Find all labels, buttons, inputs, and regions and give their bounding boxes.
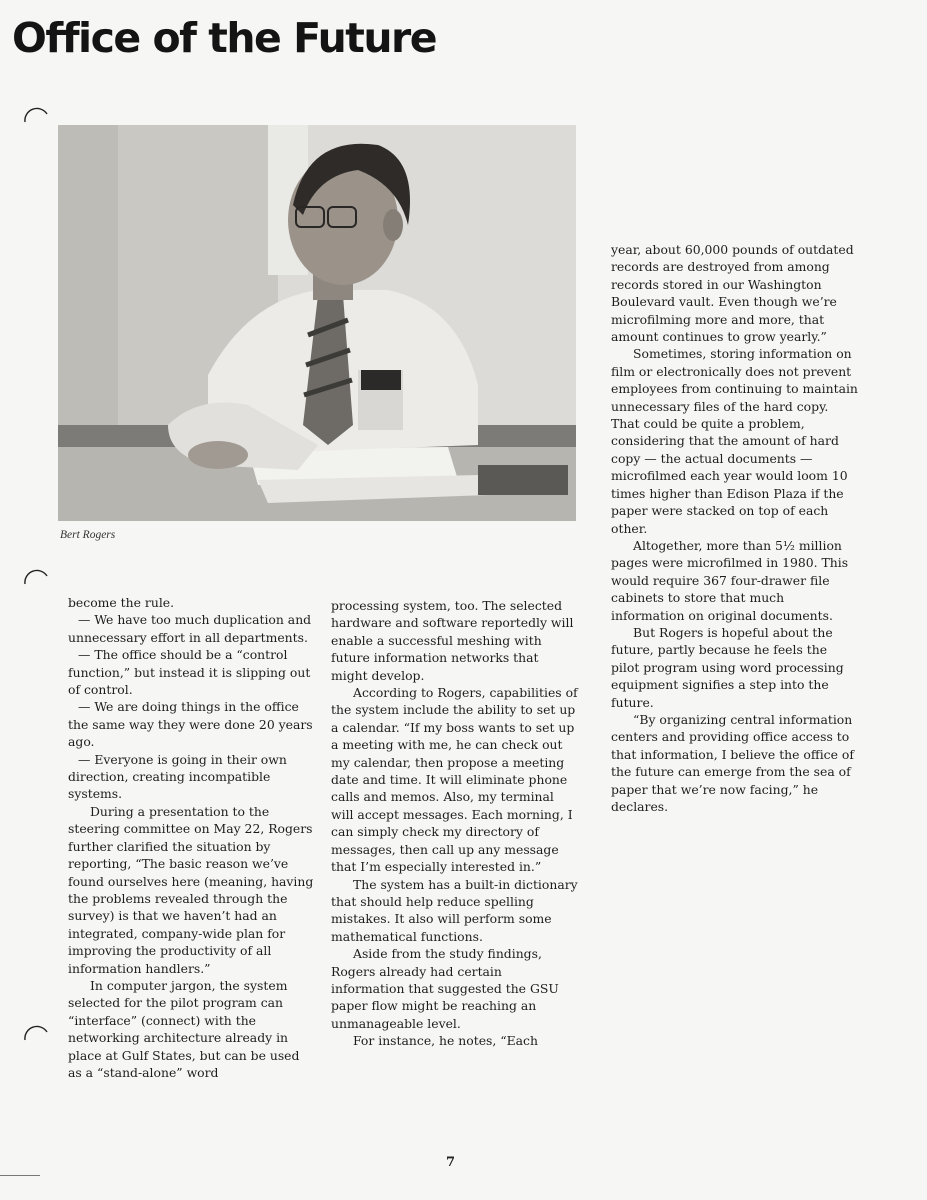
paragraph: — We have too much duplication and unnecessary effort in all departments.	[68, 612, 312, 645]
paragraph: Sometimes, storing information on film or electronically does not prevent employees from continuing to maintain unnecessary files of the hard copy. That could be quite a problem, considering that the amount of hard copy — the actual documents — microfilmed each year would loom 10 times higher than Edison Plaza if the paper were stacked on top of each other.	[611, 346, 858, 536]
article-column-2	[331, 597, 579, 1050]
paragraph: “By organizing central information centers and providing office access to that information, I believe the office of the future can emerge from the sea of paper that we’re now facing,” he declares.	[611, 711, 854, 814]
page-edge-line	[0, 1175, 40, 1176]
paragraph: Altogether, more than 5½ million pages were microfilmed in 1980. This would require 367 four-drawer file cabinets to store that much information on original documents.	[611, 537, 849, 623]
binder-hole-top-mark	[20, 100, 50, 130]
paragraph: The system has a built-in dictionary that should help reduce spelling mistakes. It also will perform some mathematical functions.	[331, 876, 578, 944]
paragraph: In computer jargon, the system selected for the pilot program can “interface” (connect) with the networking architecture already in place at Gulf States, but can be used as a “stand-alone” word	[68, 977, 300, 1080]
paragraph: Aside from the study findings, Rogers already had certain information that suggested the GSU paper flow might be reaching an unmanageable level.	[331, 946, 559, 1031]
paragraph: But Rogers is hopeful about the future, partly because he feels the pilot program using word processing equipment signifies a step into the future.	[611, 624, 844, 710]
paragraph: — We are doing things in the office the same way they were done 20 years ago.	[68, 699, 313, 750]
binder-hole-middle-mark	[20, 562, 50, 592]
paragraph: — The office should be a “control function,” but instead it is slipping out of control.	[68, 647, 311, 698]
paragraph: According to Rogers, capabilities of the system include the ability to set up a calendar. “If my boss wants to set up a meeting with me, he can check out my calendar, then propose a meeting date and time. It will eliminate phone calls and memos. Also, my terminal will accept messages. Each morning, I can simply check my directory of messages, then call up any message that I’m especially interested in.”	[331, 685, 578, 875]
article-column-3	[611, 241, 859, 815]
paragraph: year, about 60,000 pounds of outdated records are destroyed from among records stored in our Washington Boulevard vault. Even though we’re microfilming more and more, that amount continues to grow yearly.”	[611, 242, 854, 345]
paragraph: become the rule.	[68, 595, 175, 610]
article-column-1	[68, 594, 314, 1081]
page-number: 7	[446, 1155, 456, 1170]
photo-bert-rogers	[58, 125, 576, 521]
paragraph: For instance, he notes, “Each	[353, 1033, 538, 1049]
paragraph: During a presentation to the steering committee on May 22, Rogers further clarified the situation by reporting, “The basic reason we’ve found ourselves here (meaning, having the problems revealed through the survey) is that we haven’t had an integrated, company-wide plan for improving the productivity of all information handlers.”	[68, 803, 314, 976]
paragraph: — Everyone is going in their own direction, creating incompatible systems.	[68, 751, 287, 802]
paragraph: processing system, too. The selected hardware and software reportedly will enable a successful meshing with future information networks that might develop.	[331, 598, 574, 683]
photo-caption: Bert Rogers	[60, 529, 116, 541]
binder-hole-bottom-mark	[20, 1018, 50, 1048]
page-title: Office of the Future	[12, 14, 437, 62]
